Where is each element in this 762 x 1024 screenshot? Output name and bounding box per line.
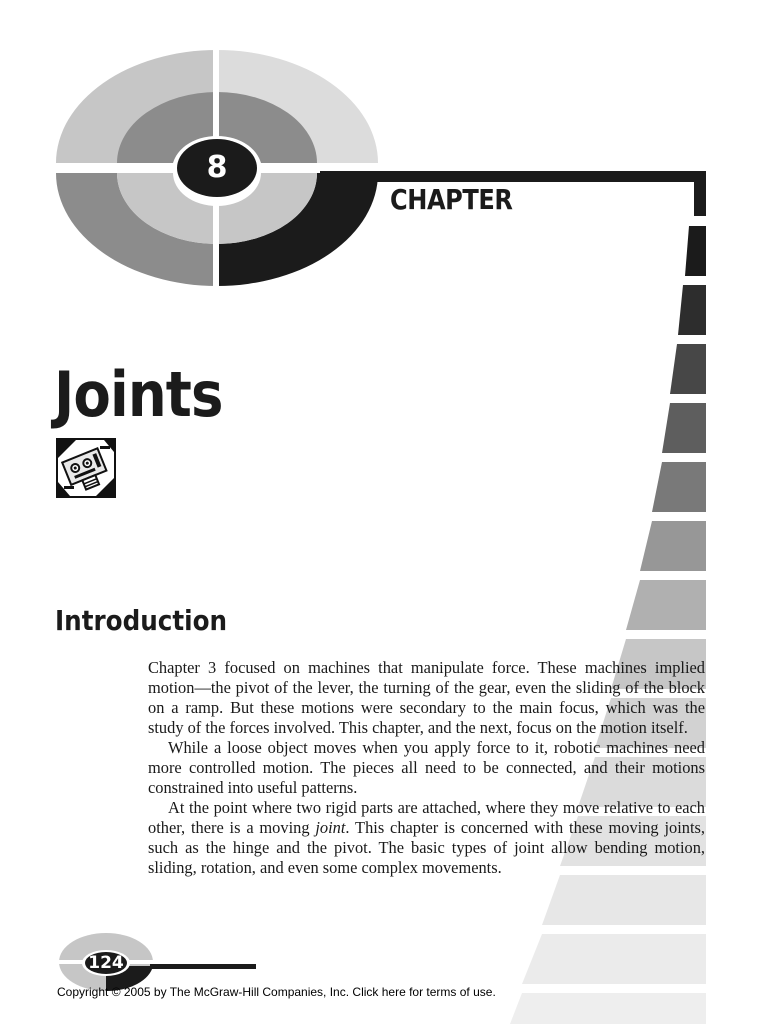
body-text	[148, 658, 705, 878]
paragraph-1	[148, 658, 705, 738]
copyright-link[interactable]: Copyright © 2005 by The McGraw-Hill Companies, Inc. Click here for terms of use.	[57, 985, 496, 999]
chapter-bar	[320, 171, 706, 216]
paragraph-2	[148, 738, 705, 798]
chapter-number: 8	[206, 150, 228, 185]
paragraph-3-text-before: At the point where two rigid parts are attached, where they move relative to each other, there is a moving	[148, 798, 705, 837]
page-number: 124	[88, 953, 124, 973]
emphasized-term: joint	[315, 818, 346, 837]
paragraph-3-text-after: . This chapter is concerned with these moving joints, such as the hinge and the pivot. The basic types of joint allow bending motion, sliding, rotation, and even some complex movements.	[148, 818, 705, 877]
robot-icon	[56, 438, 116, 498]
side-stripes	[510, 226, 706, 1024]
chapter-title: Joints	[54, 358, 223, 431]
paragraph-3	[148, 798, 705, 878]
paragraph-1-text: Chapter 3 focused on machines that manipulate force. These machines implied motion—the pivot of the lever, the turning of the gear, even the sliding of the block on a ramp. But these motions were secondary to the main focus, which was the study of the forces involved. This chapter, and the next, focus on the motion itself.	[148, 658, 705, 737]
section-heading: Introduction	[55, 604, 228, 637]
paragraph-2-text: While a loose object moves when you apply force to it, robotic machines need more controlled motion. The pieces all need to be connected, and their motions constrained into useful patterns.	[148, 738, 705, 797]
chapter-label: CHAPTER	[390, 183, 513, 216]
